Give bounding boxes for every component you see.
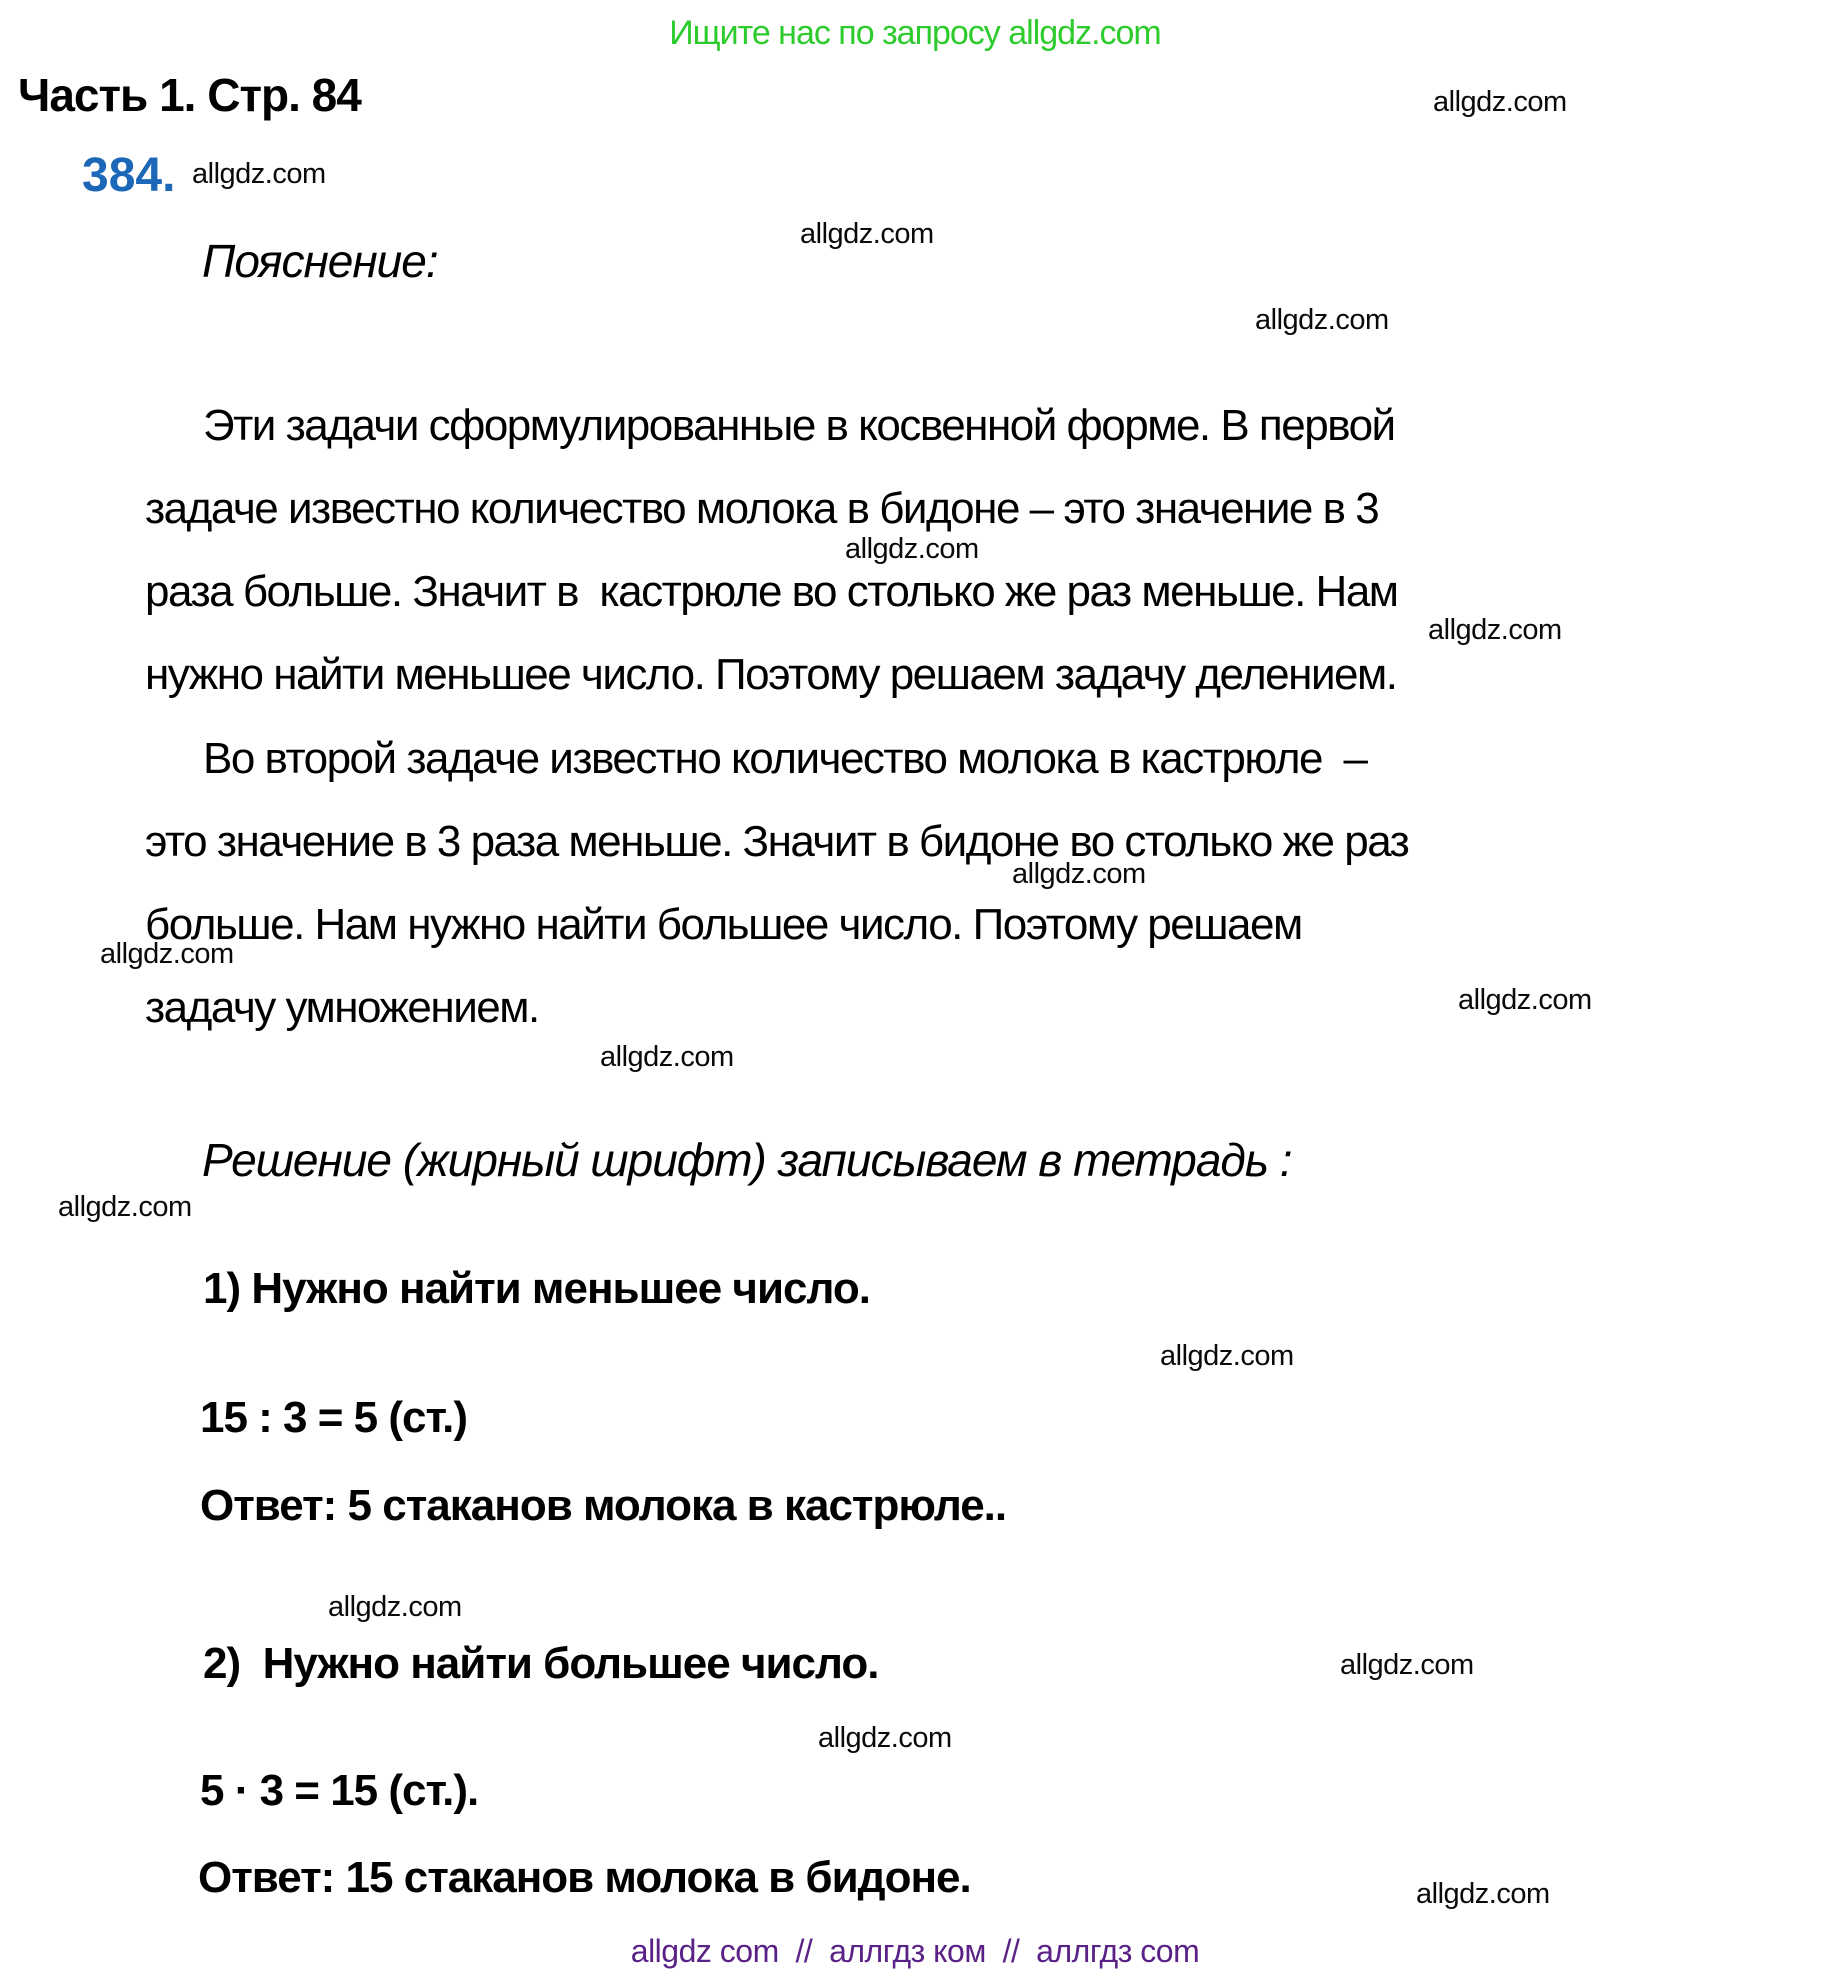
paragraph1-line: задаче известно количество молока в бидоне – это значение в 3 bbox=[145, 484, 1379, 533]
solution-step1-answer: Ответ: 5 стаканов молока в кастрюле.. bbox=[200, 1481, 1007, 1530]
solution-step2-equation: 5 · 3 = 15 (ст.). bbox=[200, 1766, 479, 1815]
watermark: allgdz.com bbox=[1012, 858, 1146, 890]
paragraph2-line: больше. Нам нужно найти большее число. Поэтому решаем bbox=[145, 900, 1302, 949]
watermark: allgdz.com bbox=[1428, 614, 1562, 646]
watermark: allgdz.com bbox=[1416, 1878, 1550, 1910]
page-title: Часть 1. Стр. 84 bbox=[18, 69, 361, 121]
explanation-heading: Пояснение: bbox=[202, 235, 438, 287]
watermark: allgdz.com bbox=[100, 938, 234, 970]
watermark: allgdz.com bbox=[1160, 1340, 1294, 1372]
paragraph2-line: задачу умножением. bbox=[145, 983, 539, 1032]
search-hint-banner: Ищите нас по запросу allgdz.com bbox=[669, 14, 1161, 52]
paragraph2-line: Во второй задаче известно количество молока в кастрюле – bbox=[203, 734, 1367, 783]
watermark: allgdz.com bbox=[600, 1041, 734, 1073]
watermark: allgdz.com bbox=[818, 1722, 952, 1754]
solution-step2-answer: Ответ: 15 стаканов молока в бидоне. bbox=[198, 1853, 971, 1902]
task-number: 384. bbox=[82, 149, 176, 202]
watermark: allgdz.com bbox=[800, 218, 934, 250]
solution-step1-title: 1) Нужно найти меньшее число. bbox=[203, 1264, 870, 1313]
paragraph1-line: Эти задачи сформулированные в косвенной форме. В первой bbox=[203, 401, 1395, 450]
watermark: allgdz.com bbox=[192, 158, 326, 190]
watermark: allgdz.com bbox=[845, 533, 979, 565]
paragraph1-line: нужно найти меньшее число. Поэтому решаем задачу делением. bbox=[145, 650, 1397, 699]
watermark: allgdz.com bbox=[1433, 86, 1567, 118]
watermark: allgdz.com bbox=[1458, 984, 1592, 1016]
solution-heading: Решение (жирный шрифт) записываем в тетрадь : bbox=[202, 1134, 1292, 1186]
watermark: allgdz.com bbox=[1340, 1649, 1474, 1681]
solution-step2-title: 2) Нужно найти большее число. bbox=[203, 1639, 879, 1688]
watermark: allgdz.com bbox=[1255, 304, 1389, 336]
paragraph1-line: раза больше. Значит в кастрюле во столько же раз меньше. Нам bbox=[145, 567, 1398, 616]
paragraph2-line: это значение в 3 раза меньше. Значит в бидоне во столько же раз bbox=[145, 817, 1409, 866]
footer-domains: allgdz com // аллгдз ком // аллгдз com bbox=[630, 1933, 1200, 1969]
watermark: allgdz.com bbox=[328, 1591, 462, 1623]
solution-step1-equation: 15 : 3 = 5 (ст.) bbox=[200, 1393, 468, 1442]
watermark: allgdz.com bbox=[58, 1191, 192, 1223]
